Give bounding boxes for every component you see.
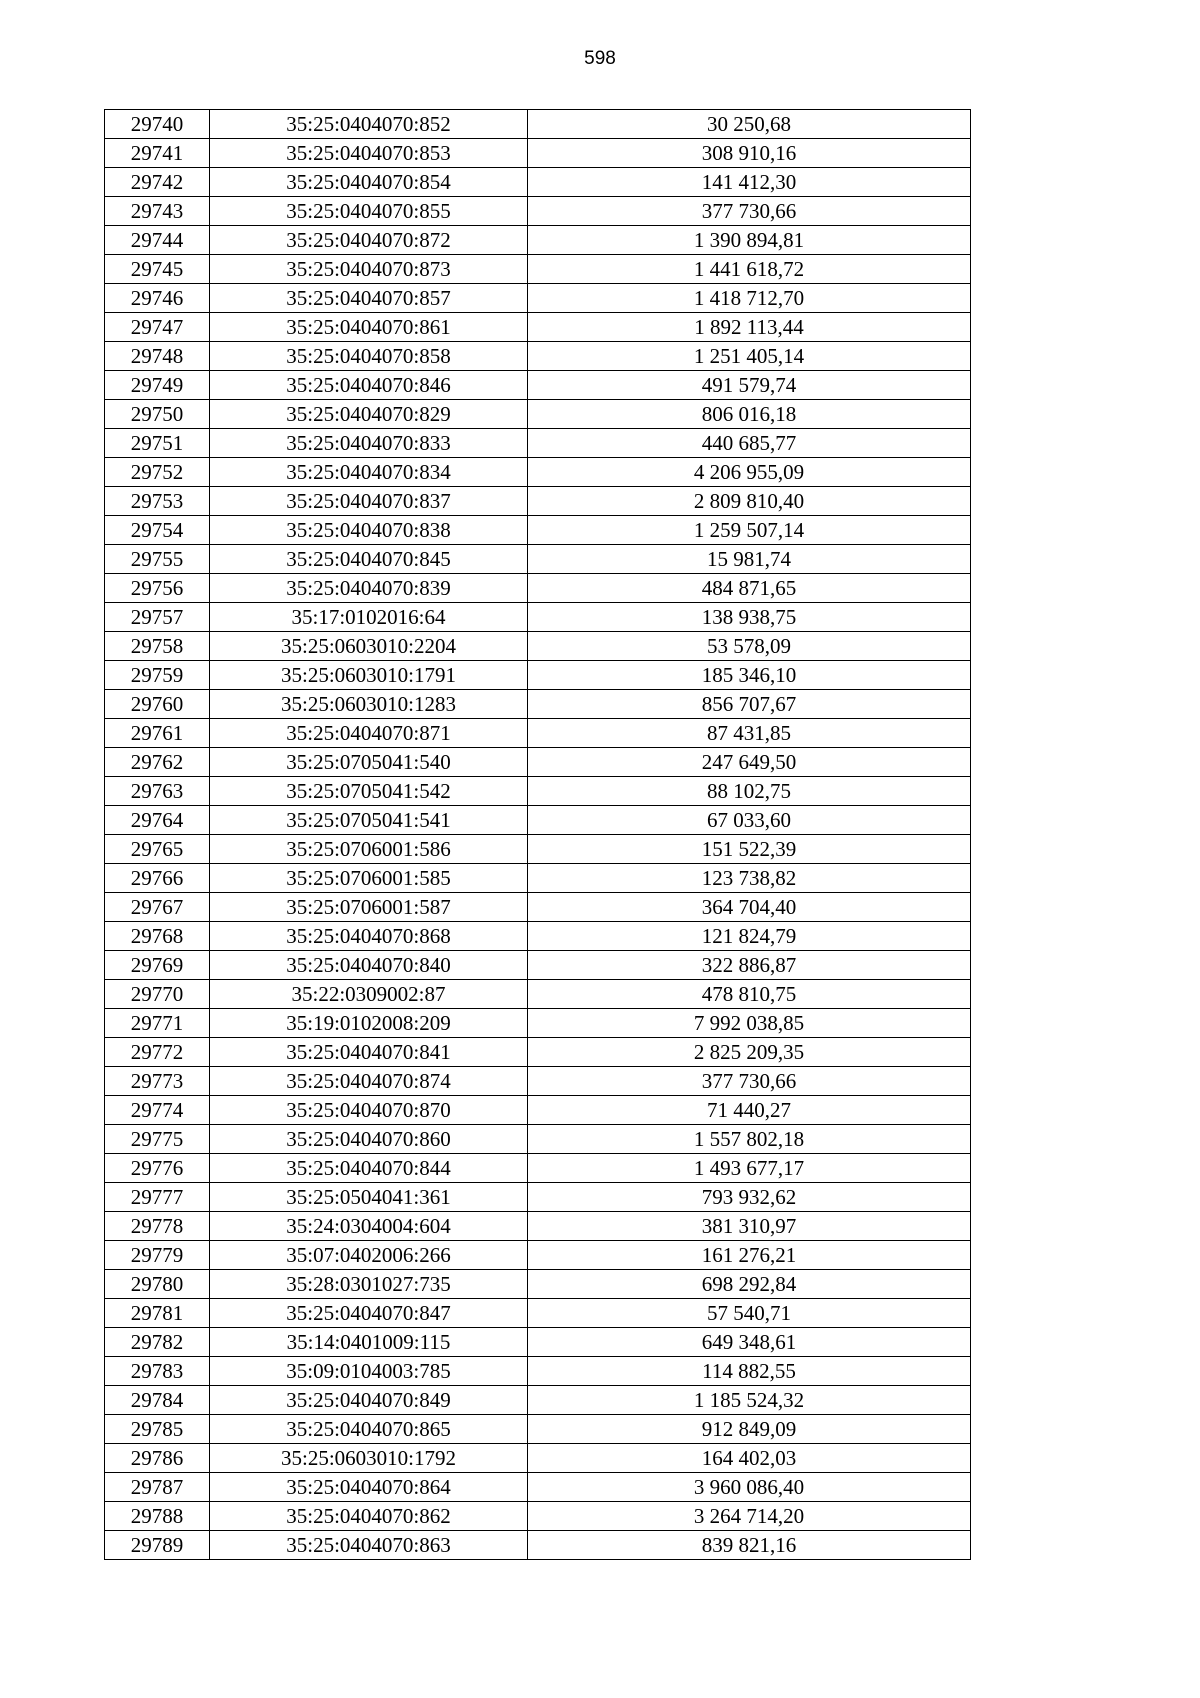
- row-number-cell: 29764: [105, 806, 210, 835]
- cadastral-number-cell: 35:24:0304004:604: [210, 1212, 528, 1241]
- table-row: [105, 922, 971, 951]
- table-row: [105, 1386, 971, 1415]
- row-number-cell: 29755: [105, 545, 210, 574]
- row-number-cell: 29749: [105, 371, 210, 400]
- table-row: [105, 1241, 971, 1270]
- row-number-cell: 29750: [105, 400, 210, 429]
- row-number-cell: 29743: [105, 197, 210, 226]
- cadastral-value-cell: 2 825 209,35: [528, 1038, 971, 1067]
- table-row: [105, 110, 971, 139]
- row-number-cell: 29744: [105, 226, 210, 255]
- row-number-cell: 29758: [105, 632, 210, 661]
- cadastral-number-cell: 35:25:0404070:834: [210, 458, 528, 487]
- cadastral-number-cell: 35:22:0309002:87: [210, 980, 528, 1009]
- cadastral-number-cell: 35:25:0603010:1283: [210, 690, 528, 719]
- table-row: [105, 574, 971, 603]
- cadastral-value-cell: 856 707,67: [528, 690, 971, 719]
- cadastral-number-cell: 35:25:0404070:870: [210, 1096, 528, 1125]
- table-row: [105, 719, 971, 748]
- cadastral-value-cell: 377 730,66: [528, 1067, 971, 1096]
- cadastral-number-cell: 35:25:0504041:361: [210, 1183, 528, 1212]
- row-number-cell: 29741: [105, 139, 210, 168]
- cadastral-value-cell: 2 809 810,40: [528, 487, 971, 516]
- cadastral-number-cell: 35:28:0301027:735: [210, 1270, 528, 1299]
- row-number-cell: 29773: [105, 1067, 210, 1096]
- cadastral-value-cell: 71 440,27: [528, 1096, 971, 1125]
- cadastral-number-cell: 35:25:0705041:540: [210, 748, 528, 777]
- cadastral-value-cell: 381 310,97: [528, 1212, 971, 1241]
- row-number-cell: 29771: [105, 1009, 210, 1038]
- table-row: [105, 980, 971, 1009]
- cadastral-value-cell: 322 886,87: [528, 951, 971, 980]
- table-row: [105, 1328, 971, 1357]
- row-number-cell: 29769: [105, 951, 210, 980]
- cadastral-value-cell: 161 276,21: [528, 1241, 971, 1270]
- row-number-cell: 29785: [105, 1415, 210, 1444]
- table-row: [105, 1067, 971, 1096]
- row-number-cell: 29772: [105, 1038, 210, 1067]
- cadastral-value-cell: 53 578,09: [528, 632, 971, 661]
- cadastral-value-cell: 15 981,74: [528, 545, 971, 574]
- cadastral-value-cell: 308 910,16: [528, 139, 971, 168]
- row-number-cell: 29754: [105, 516, 210, 545]
- cadastral-number-cell: 35:25:0404070:841: [210, 1038, 528, 1067]
- cadastral-number-cell: 35:25:0706001:587: [210, 893, 528, 922]
- row-number-cell: 29775: [105, 1125, 210, 1154]
- cadastral-value-cell: 114 882,55: [528, 1357, 971, 1386]
- cadastral-number-cell: 35:25:0404070:840: [210, 951, 528, 980]
- row-number-cell: 29757: [105, 603, 210, 632]
- row-number-cell: 29753: [105, 487, 210, 516]
- table-row: [105, 255, 971, 284]
- table-row: [105, 1357, 971, 1386]
- cadastral-number-cell: 35:25:0404070:865: [210, 1415, 528, 1444]
- cadastral-number-cell: 35:25:0404070:839: [210, 574, 528, 603]
- cadastral-value-cell: 87 431,85: [528, 719, 971, 748]
- cadastral-number-cell: 35:25:0404070:854: [210, 168, 528, 197]
- row-number-cell: 29774: [105, 1096, 210, 1125]
- table-row: [105, 226, 971, 255]
- cadastral-value-table: [104, 109, 971, 1560]
- table-row: [105, 806, 971, 835]
- cadastral-value-cell: 1 390 894,81: [528, 226, 971, 255]
- row-number-cell: 29752: [105, 458, 210, 487]
- row-number-cell: 29762: [105, 748, 210, 777]
- table-row: [105, 545, 971, 574]
- cadastral-value-cell: 30 250,68: [528, 110, 971, 139]
- cadastral-value-cell: 1 251 405,14: [528, 342, 971, 371]
- row-number-cell: 29776: [105, 1154, 210, 1183]
- row-number-cell: 29783: [105, 1357, 210, 1386]
- row-number-cell: 29778: [105, 1212, 210, 1241]
- cadastral-number-cell: 35:25:0404070:868: [210, 922, 528, 951]
- cadastral-number-cell: 35:25:0404070:833: [210, 429, 528, 458]
- row-number-cell: 29759: [105, 661, 210, 690]
- table-row: [105, 951, 971, 980]
- cadastral-number-cell: 35:25:0404070:863: [210, 1531, 528, 1560]
- row-number-cell: 29770: [105, 980, 210, 1009]
- row-number-cell: 29742: [105, 168, 210, 197]
- cadastral-number-cell: 35:25:0404070:857: [210, 284, 528, 313]
- row-number-cell: 29756: [105, 574, 210, 603]
- cadastral-value-cell: 1 892 113,44: [528, 313, 971, 342]
- row-number-cell: 29786: [105, 1444, 210, 1473]
- cadastral-value-cell: 4 206 955,09: [528, 458, 971, 487]
- row-number-cell: 29745: [105, 255, 210, 284]
- cadastral-number-cell: 35:25:0603010:1791: [210, 661, 528, 690]
- cadastral-number-cell: 35:25:0404070:837: [210, 487, 528, 516]
- cadastral-number-cell: 35:25:0705041:541: [210, 806, 528, 835]
- table-row: [105, 632, 971, 661]
- cadastral-number-cell: 35:25:0706001:586: [210, 835, 528, 864]
- cadastral-value-cell: 806 016,18: [528, 400, 971, 429]
- row-number-cell: 29777: [105, 1183, 210, 1212]
- table-row: [105, 835, 971, 864]
- row-number-cell: 29789: [105, 1531, 210, 1560]
- cadastral-number-cell: 35:25:0404070:847: [210, 1299, 528, 1328]
- cadastral-value-cell: 3 264 714,20: [528, 1502, 971, 1531]
- cadastral-number-cell: 35:07:0402006:266: [210, 1241, 528, 1270]
- cadastral-number-cell: 35:25:0404070:871: [210, 719, 528, 748]
- row-number-cell: 29768: [105, 922, 210, 951]
- table-row: [105, 197, 971, 226]
- table-row: [105, 371, 971, 400]
- cadastral-value-cell: 164 402,03: [528, 1444, 971, 1473]
- cadastral-number-cell: 35:25:0404070:861: [210, 313, 528, 342]
- table-row: [105, 1473, 971, 1502]
- cadastral-number-cell: 35:25:0706001:585: [210, 864, 528, 893]
- cadastral-number-cell: 35:25:0404070:849: [210, 1386, 528, 1415]
- row-number-cell: 29765: [105, 835, 210, 864]
- cadastral-value-cell: 67 033,60: [528, 806, 971, 835]
- cadastral-number-cell: 35:25:0404070:852: [210, 110, 528, 139]
- row-number-cell: 29747: [105, 313, 210, 342]
- table-row: [105, 748, 971, 777]
- cadastral-number-cell: 35:25:0404070:838: [210, 516, 528, 545]
- table-row: [105, 1009, 971, 1038]
- table-row: [105, 284, 971, 313]
- cadastral-value-cell: 491 579,74: [528, 371, 971, 400]
- table-row: [105, 400, 971, 429]
- cadastral-value-cell: 185 346,10: [528, 661, 971, 690]
- cadastral-value-cell: 247 649,50: [528, 748, 971, 777]
- cadastral-number-cell: 35:09:0104003:785: [210, 1357, 528, 1386]
- cadastral-value-cell: 839 821,16: [528, 1531, 971, 1560]
- table-row: [105, 777, 971, 806]
- table-row: [105, 1183, 971, 1212]
- cadastral-number-cell: 35:25:0404070:874: [210, 1067, 528, 1096]
- table-row: [105, 516, 971, 545]
- table-row: [105, 1038, 971, 1067]
- cadastral-value-cell: 1 441 618,72: [528, 255, 971, 284]
- row-number-cell: 29751: [105, 429, 210, 458]
- cadastral-value-cell: 151 522,39: [528, 835, 971, 864]
- cadastral-number-cell: 35:19:0102008:209: [210, 1009, 528, 1038]
- table-row: [105, 1154, 971, 1183]
- cadastral-value-cell: 484 871,65: [528, 574, 971, 603]
- table-row: [105, 690, 971, 719]
- cadastral-number-cell: 35:25:0404070:845: [210, 545, 528, 574]
- row-number-cell: 29782: [105, 1328, 210, 1357]
- cadastral-number-cell: 35:25:0404070:829: [210, 400, 528, 429]
- table-row: [105, 1212, 971, 1241]
- table-row: [105, 893, 971, 922]
- table-row: [105, 1444, 971, 1473]
- cadastral-value-cell: 698 292,84: [528, 1270, 971, 1299]
- cadastral-value-cell: 912 849,09: [528, 1415, 971, 1444]
- cadastral-number-cell: 35:14:0401009:115: [210, 1328, 528, 1357]
- cadastral-value-cell: 1 259 507,14: [528, 516, 971, 545]
- table-row: [105, 1270, 971, 1299]
- table-row: [105, 1531, 971, 1560]
- cadastral-number-cell: 35:25:0404070:860: [210, 1125, 528, 1154]
- cadastral-number-cell: 35:25:0404070:864: [210, 1473, 528, 1502]
- cadastral-value-cell: 649 348,61: [528, 1328, 971, 1357]
- table-row: [105, 487, 971, 516]
- table-row: [105, 429, 971, 458]
- cadastral-number-cell: 35:25:0404070:844: [210, 1154, 528, 1183]
- cadastral-value-cell: 793 932,62: [528, 1183, 971, 1212]
- table-row: [105, 1502, 971, 1531]
- cadastral-number-cell: 35:25:0603010:1792: [210, 1444, 528, 1473]
- cadastral-number-cell: 35:25:0404070:858: [210, 342, 528, 371]
- cadastral-value-cell: 364 704,40: [528, 893, 971, 922]
- cadastral-number-cell: 35:25:0404070:873: [210, 255, 528, 284]
- table-row: [105, 139, 971, 168]
- row-number-cell: 29788: [105, 1502, 210, 1531]
- cadastral-value-cell: 478 810,75: [528, 980, 971, 1009]
- table-row: [105, 864, 971, 893]
- table-row: [105, 168, 971, 197]
- cadastral-value-cell: 88 102,75: [528, 777, 971, 806]
- cadastral-value-cell: 57 540,71: [528, 1299, 971, 1328]
- table-row: [105, 661, 971, 690]
- cadastral-number-cell: 35:17:0102016:64: [210, 603, 528, 632]
- cadastral-value-cell: 138 938,75: [528, 603, 971, 632]
- cadastral-number-cell: 35:25:0603010:2204: [210, 632, 528, 661]
- row-number-cell: 29760: [105, 690, 210, 719]
- cadastral-value-cell: 123 738,82: [528, 864, 971, 893]
- cadastral-number-cell: 35:25:0705041:542: [210, 777, 528, 806]
- cadastral-value-cell: 121 824,79: [528, 922, 971, 951]
- table-row: [105, 1415, 971, 1444]
- table-row: [105, 603, 971, 632]
- page-number: 598: [584, 48, 616, 69]
- row-number-cell: 29740: [105, 110, 210, 139]
- cadastral-value-cell: 141 412,30: [528, 168, 971, 197]
- row-number-cell: 29766: [105, 864, 210, 893]
- table-row: [105, 1096, 971, 1125]
- cadastral-value-cell: 1 493 677,17: [528, 1154, 971, 1183]
- cadastral-value-cell: 377 730,66: [528, 197, 971, 226]
- row-number-cell: 29767: [105, 893, 210, 922]
- row-number-cell: 29746: [105, 284, 210, 313]
- cadastral-number-cell: 35:25:0404070:853: [210, 139, 528, 168]
- table-row: [105, 458, 971, 487]
- row-number-cell: 29784: [105, 1386, 210, 1415]
- cadastral-value-cell: 440 685,77: [528, 429, 971, 458]
- cadastral-number-cell: 35:25:0404070:862: [210, 1502, 528, 1531]
- row-number-cell: 29781: [105, 1299, 210, 1328]
- row-number-cell: 29787: [105, 1473, 210, 1502]
- cadastral-number-cell: 35:25:0404070:855: [210, 197, 528, 226]
- cadastral-value-cell: 7 992 038,85: [528, 1009, 971, 1038]
- table-body: [105, 110, 971, 1560]
- row-number-cell: 29748: [105, 342, 210, 371]
- cadastral-value-cell: 1 418 712,70: [528, 284, 971, 313]
- row-number-cell: 29761: [105, 719, 210, 748]
- table-row: [105, 313, 971, 342]
- cadastral-number-cell: 35:25:0404070:846: [210, 371, 528, 400]
- cadastral-number-cell: 35:25:0404070:872: [210, 226, 528, 255]
- row-number-cell: 29779: [105, 1241, 210, 1270]
- row-number-cell: 29763: [105, 777, 210, 806]
- cadastral-value-cell: 3 960 086,40: [528, 1473, 971, 1502]
- table-row: [105, 342, 971, 371]
- cadastral-value-cell: 1 557 802,18: [528, 1125, 971, 1154]
- row-number-cell: 29780: [105, 1270, 210, 1299]
- cadastral-value-cell: 1 185 524,32: [528, 1386, 971, 1415]
- table-row: [105, 1299, 971, 1328]
- table-row: [105, 1125, 971, 1154]
